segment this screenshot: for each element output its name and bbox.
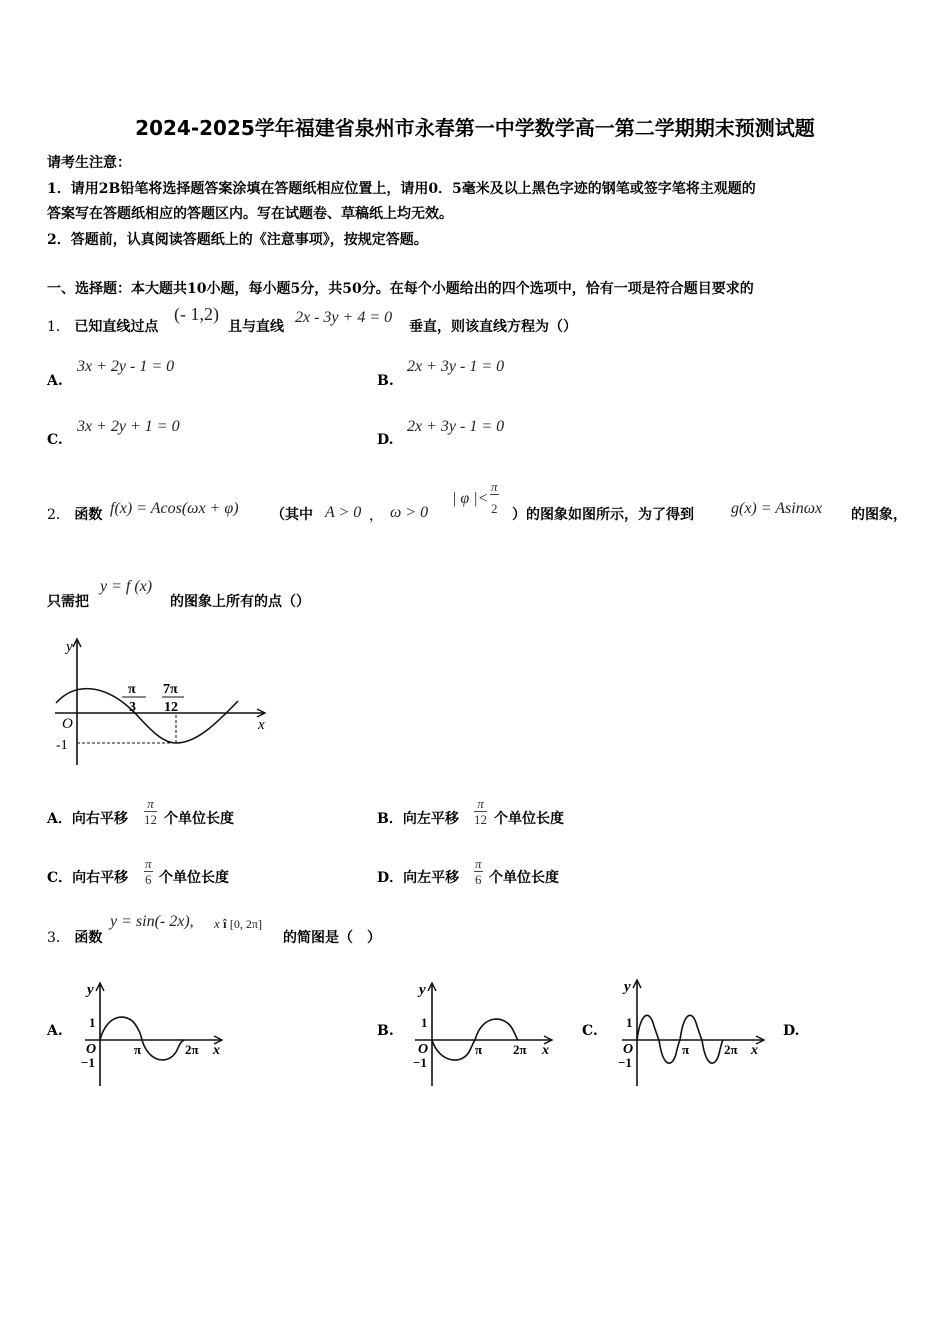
math-condition-phi: | φ |< — [452, 490, 489, 507]
svg-text:1: 1 — [626, 1015, 633, 1030]
math-point: (- 1,2) — [174, 304, 219, 324]
svg-text:π: π — [682, 1042, 690, 1057]
option-c-math[interactable]: 3x + 2y + 1 = 0 — [77, 418, 180, 435]
svg-text:2π: 2π — [513, 1042, 527, 1057]
svg-text:y: y — [419, 982, 426, 998]
question-text: 的简图是（ ） — [283, 930, 381, 946]
page-title: 2024-2025学年福建省泉州市永春第一中学数学高一第二学期期末预测试题 — [135, 116, 815, 140]
svg-text:2π: 2π — [724, 1042, 738, 1057]
question-text: 函数 — [74, 507, 103, 523]
svg-text:−1: −1 — [413, 1055, 427, 1070]
question-number: 3． — [47, 930, 70, 946]
q2-option-c-suffix: 个单位长度 — [159, 870, 229, 886]
math-function-g: g(x) = Asinωx — [731, 500, 823, 517]
svg-text:x: x — [542, 1043, 549, 1058]
option-label-c[interactable]: C. — [47, 432, 63, 448]
q3-option-label-c[interactable]: C. — [582, 1023, 598, 1039]
svg-text:2π: 2π — [185, 1042, 199, 1057]
q3-option-label-a[interactable]: A. — [47, 1023, 63, 1039]
option-d-math[interactable]: 2x + 3y - 1 = 0 — [407, 418, 505, 435]
question-3 — [47, 927, 102, 947]
q3-graph-b[interactable] — [405, 978, 560, 1088]
tick-label-7pi: 7π — [163, 682, 178, 697]
section-heading: 一、选择题：本大题共10小题，每小题5分，共50分。在每个小题给出的四个选项中，恰有一项是符合题目要求的 — [47, 281, 754, 297]
svg-text:O: O — [418, 1042, 429, 1057]
notice-line-2: 2．答题前，认真阅读答题纸上的《注意事项》，按规定答题。 — [47, 232, 428, 248]
q2-cosine-graph — [50, 635, 275, 770]
question-text: 的图象上所有的点（） — [170, 594, 310, 610]
question-text: 垂直，则该直线方程为（） — [409, 319, 577, 335]
question-1 — [47, 316, 158, 336]
question-text: 且与直线 — [228, 319, 284, 335]
option-label-a[interactable]: A. — [47, 373, 63, 389]
question-2 — [47, 504, 102, 524]
notice-line-1a: 1．请用2B铅笔将选择题答案涂填在答题纸相应位置上，请用0．5毫米及以上黑色字迹的钢笔或签字笔将主观题的 — [47, 181, 756, 197]
question-text: （其中 — [271, 507, 313, 523]
q3-graph-c[interactable] — [612, 975, 772, 1088]
svg-text:1: 1 — [89, 1015, 96, 1030]
q2-option-c[interactable]: C．向右平移 — [47, 870, 129, 886]
q2-option-d-fraction: $\frac{\pi}{6}$ — [475, 856, 482, 887]
q2-option-b-fraction: $\frac{\pi}{12}$ — [474, 796, 487, 827]
tick-label-12: 12 — [164, 700, 178, 715]
question-text: 函数 — [74, 930, 103, 946]
svg-text:π: π — [475, 1042, 483, 1057]
notice-line-1b: 答案写在答题纸相应的答题区内。写在试题卷、草稿纸上均无效。 — [47, 206, 453, 222]
svg-text:O: O — [86, 1042, 97, 1057]
q2-option-d-suffix: 个单位长度 — [489, 870, 559, 886]
origin-label: O — [62, 716, 73, 732]
math-y-equals-f: y = f (x) — [100, 578, 153, 595]
question-text: 的图象， — [851, 507, 907, 523]
tick-label-pi: π — [128, 682, 136, 697]
svg-text:x: x — [213, 1043, 220, 1058]
q3-graph-a[interactable] — [75, 978, 230, 1088]
svg-text:1: 1 — [421, 1015, 428, 1030]
svg-text:x: x — [751, 1043, 758, 1058]
q2-option-b[interactable]: B．向左平移 — [377, 811, 459, 827]
question-text: ）的图象如图所示，为了得到 — [512, 507, 694, 523]
svg-text:O: O — [623, 1042, 634, 1057]
svg-text:y: y — [624, 979, 631, 995]
axis-label-x: x — [258, 717, 265, 733]
q2-option-a-suffix: 个单位长度 — [164, 811, 234, 827]
math-condition-omega: ω > 0 — [390, 504, 429, 521]
q3-option-label-b[interactable]: B. — [377, 1023, 394, 1039]
question-text: 只需把 — [47, 594, 89, 610]
svg-text:−1: −1 — [618, 1055, 632, 1070]
option-label-d[interactable]: D. — [377, 432, 394, 448]
math-function-sin: y = sin(- 2x), — [110, 913, 194, 930]
question-text: 已知直线过点 — [74, 319, 159, 335]
question-number: 2． — [47, 507, 70, 523]
svg-text:y: y — [87, 982, 94, 998]
tick-label-3: 3 — [129, 700, 136, 715]
q2-option-b-suffix: 个单位长度 — [494, 811, 564, 827]
q2-option-c-fraction: $\frac{\pi}{6}$ — [145, 856, 152, 887]
option-a-math[interactable]: 3x + 2y - 1 = 0 — [77, 358, 175, 375]
q2-option-a-fraction: $\frac{\pi}{12}$ — [144, 796, 157, 827]
svg-text:π: π — [134, 1042, 142, 1057]
question-number: 1． — [47, 319, 70, 335]
math-condition-a: A > 0 — [325, 504, 362, 521]
q2-option-d[interactable]: D．向左平移 — [377, 870, 460, 886]
comma: ， — [369, 508, 383, 524]
notice-heading: 请考生注意： — [47, 155, 131, 171]
svg-text:−1: −1 — [81, 1055, 95, 1070]
option-b-math[interactable]: 2x + 3y - 1 = 0 — [407, 358, 505, 375]
q2-option-a[interactable]: A．向右平移 — [47, 811, 128, 827]
fraction-pi-over-2: $\frac{\pi}{2}$ — [491, 479, 498, 516]
math-line-equation: 2x - 3y + 4 = 0 — [295, 309, 393, 326]
axis-label-y: y — [66, 639, 73, 655]
q3-option-label-d[interactable]: D. — [783, 1023, 800, 1039]
tick-label-minus-1: -1 — [56, 738, 68, 753]
option-label-b[interactable]: B. — [377, 373, 394, 389]
math-function-f: f(x) = Acos(ωx + φ) — [110, 500, 239, 517]
math-domain: x î [0, 2π] — [214, 916, 262, 931]
